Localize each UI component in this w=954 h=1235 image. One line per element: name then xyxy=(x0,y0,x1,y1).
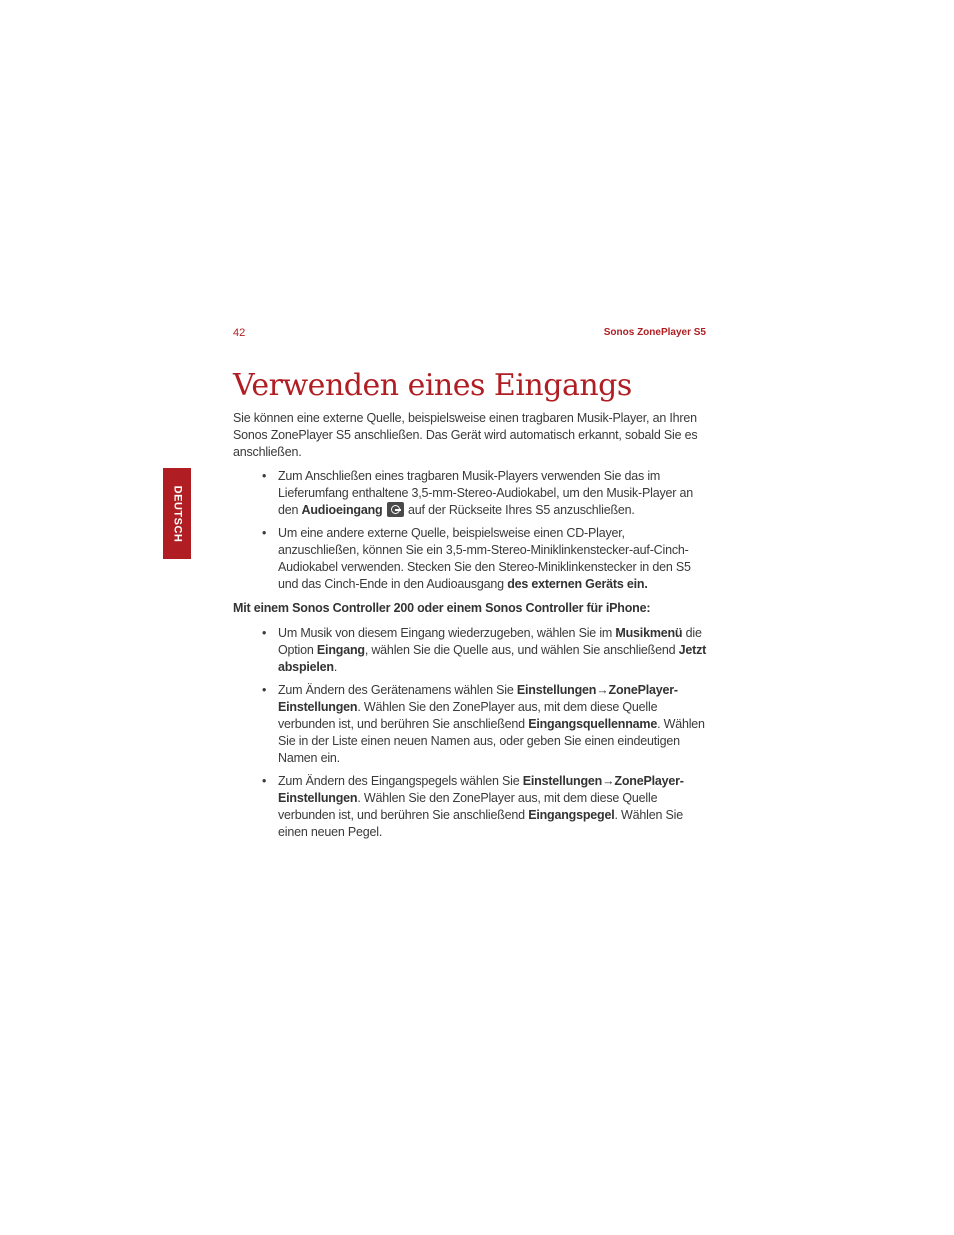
item-text: . Wählen Sie den ZonePlayer aus, mit dem diese Quelle verbunden ist, und berühren Sie anschließend xyxy=(278,700,658,731)
item-bold-text: des externen Geräts ein. xyxy=(507,577,648,591)
item-bold-text: Eingang xyxy=(316,643,365,657)
audio-input-icon xyxy=(387,502,404,517)
item-text: Um eine andere externe Quelle, beispielsweise einen CD-Player, anzuschließen, können Sie ein 3,5-mm-Stereo-Miniklinkenstecker-auf-Cinch-Audiokabel verwenden. Stecken Sie den Stereo-Miniklinkenstecker in den S5 und das Cinch-Ende in den Audioausgang xyxy=(278,526,691,591)
item-text: . Wählen Sie in der Liste einen neuen Namen aus, oder geben Sie einen eindeutigen Namen ein. xyxy=(278,717,705,765)
item-text: Zum Anschließen eines tragbaren Musik-Players verwenden Sie das im Lieferumfang enthaltene 3,5-mm-Stereo-Audiokabel, um den Musik-Player an den xyxy=(278,469,693,517)
page-title: Verwenden eines Eingangs xyxy=(233,368,632,403)
item-bold-text: Einstellungen xyxy=(516,683,597,697)
intro-paragraph: Sie können eine externe Quelle, beispielsweise einen tragbaren Musik-Player, an Ihren Sonos ZonePlayer S5 anschließen. Das Gerät wird automatisch erkannt, sobald Sie es anschließen. xyxy=(233,411,698,459)
controller-list xyxy=(233,625,707,841)
running-header: Sonos ZonePlayer S5 xyxy=(603,327,706,338)
item-bold-text: Einstellungen xyxy=(522,774,603,788)
list-item xyxy=(262,682,707,767)
item-text: , wählen Sie die Quelle aus, und wählen Sie anschließend xyxy=(364,643,679,657)
list-item xyxy=(262,625,707,676)
list-item xyxy=(262,468,707,519)
language-tab xyxy=(163,468,191,559)
item-bold-text: Eingangsquellenname xyxy=(528,717,658,731)
bullet-icon: • xyxy=(262,469,267,483)
item-bold-text: Musikmenü xyxy=(615,626,683,640)
item-text: Zum Ändern des Gerätenamens wählen Sie xyxy=(278,683,517,697)
item-bold-text: ZonePlayer-Einstellungen xyxy=(278,683,678,714)
item-text: auf der Rückseite Ihres S5 anzuschließen. xyxy=(408,503,635,517)
item-text: . Wählen Sie den ZonePlayer aus, mit dem diese Quelle verbunden ist, und berühren Sie anschließend xyxy=(278,791,658,822)
item-text: . Wählen Sie einen neuen Pegel. xyxy=(278,808,683,839)
page-content xyxy=(233,366,707,848)
page-number: 42 xyxy=(233,327,246,339)
bullet-icon: • xyxy=(262,526,267,540)
item-text: . xyxy=(333,660,338,674)
bullet-icon: • xyxy=(262,683,267,697)
item-text: Um Musik von diesem Eingang wiederzugeben, wählen Sie im xyxy=(278,626,616,640)
bullet-icon: • xyxy=(262,774,267,788)
item-bold-text: Eingangspegel xyxy=(528,808,615,822)
item-bold-text: Audioeingang xyxy=(301,503,383,517)
arrow-icon: → xyxy=(596,683,609,697)
arrow-icon: → xyxy=(602,774,615,788)
list-item xyxy=(262,525,707,593)
bullet-icon: • xyxy=(262,626,267,640)
list-item xyxy=(262,773,707,841)
item-text: die Option xyxy=(278,626,702,657)
section-subheading: Mit einem Sonos Controller 200 oder einem Sonos Controller für iPhone: xyxy=(233,601,651,615)
item-bold-text: Jetzt abspielen xyxy=(278,643,707,674)
item-bold-text: ZonePlayer-Einstellungen xyxy=(278,774,684,805)
language-tab-label: DEUTSCH xyxy=(171,485,184,542)
item-text: Zum Ändern des Eingangspegels wählen Sie xyxy=(278,774,523,788)
connection-list xyxy=(233,468,707,593)
